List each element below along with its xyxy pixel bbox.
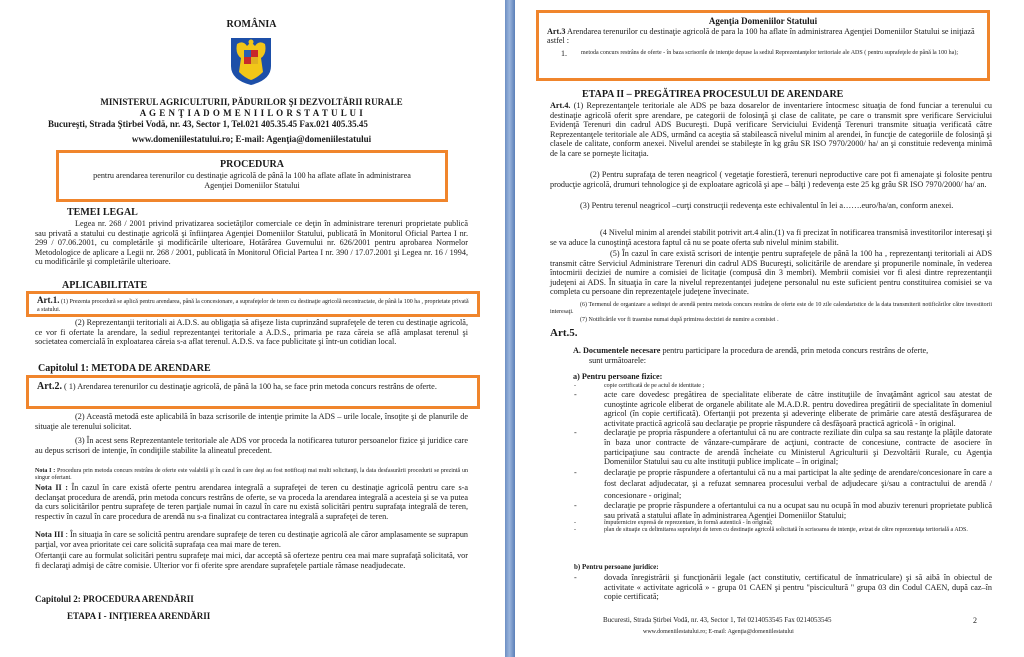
procedure-title: PROCEDURA [220, 159, 284, 170]
art2-highlight-box [26, 375, 480, 409]
art1-text: (1) Prezenta procedură se aplică pentru arendarea, până la concesionare, a suprafeţelor de teren cu destinaţie agricolă necontractate, de până la 100 ha , proprietate privată a statului. [37, 299, 469, 313]
nota-1-text: Procedura prin metoda concurs restrâns de oferte este valabilă şi în cazul în care deşi au fost notificaţi mai multi solicitanţi, la data desfasurării procedurii se prezintă un singur ofertant. [35, 468, 468, 481]
list-item: - copie certificată de pe actul de identitate ; [566, 383, 992, 390]
art5-section-a [573, 346, 993, 365]
list-item: - plan de situaţie cu delimitarea suprafeţei de teren cu destinaţie agricolă solicitată în scrisoarea de intenţie, avizat de către reprezentaţa teritorială a ADS. [566, 527, 992, 534]
agency-name: A G E N Ţ I A D O M E N I I L O R S T A T U L U I [139, 108, 364, 118]
persoane-fizice-heading: a) Pentru persoane fizice: [573, 372, 663, 381]
list-item: - împuternicire expresă de reprezentare, în formă autentică - în original; [566, 520, 992, 527]
art3-label: Art.3 [547, 26, 566, 36]
nota-2-label: Nota II : [35, 483, 68, 492]
list-item: - acte care dovedesc pregătirea de specialitate eliberate de către instituţiile de învaţământ agricol sau atestat de cunoştinte agricole eliberat de organele abilitate ale M.A.D.R. pentru dovedirea pregătirii de specialitate în domeniul agricol (în copie certificată). Ofertanţii pot prezenta şi adeverinţe eliberate de primărie care atestă desfăşurarea de activitate practică agricolă sau declaraţie pe proprie răspundere că desfăşoară practică agricolă - în original. [566, 390, 992, 428]
nota-2-text: În cazul în care există oferte pentru arendarea integrală a suprafeţei de teren cu destinaţie agricolă pentru care s-a declanşat procedura de arendă, prin metoda concurs restrâns de oferte, se va proceda la arendarea integrală a acesteia şi se va putea da curs solicitărilor pentru suprafeţe de teren parţiale numai în cazul în care nu există solicitări pentru suprafaţa integrală de teren, respectiv în cazul în care procedura de arendă nu s-a finalizat cu contractarea integrală a suprafeţei de teren. [35, 483, 468, 521]
art5-label: Art.5. [550, 327, 578, 339]
country-heading: ROMÂNIA [226, 19, 277, 30]
art5-a-label: A. Documentele necesare [573, 346, 661, 355]
art5-a-text: pentru participare la procedura de arendă, prin metoda concurs restrâns de oferte, [662, 346, 929, 355]
art2-label: Art.2. [37, 381, 62, 392]
nota-3-text: : În situaţia în care se solicită pentru arendare suprafeţe de teren cu destinaţie agricolă ale căror amplasamente se suprapun parţial, vor avea prioritate cei care solicită suprafaţa cea mai mare de teren. [35, 530, 469, 549]
art4-paragraph-3: (3) Pentru terenul neagricol –curţi construcţii redevenţa este echivalentul în lei a…….euro/ha/an, conform anexei. [580, 201, 954, 210]
art4-paragraph-2: (2) Pentru suprafaţa de teren neagricol ( vegetaţie forestieră, terenuri neproductive care pot fi amenajate şi folosite pentru producţie agricolă, drumuri tehnologice şi de exploatare agricolă şi ape – bălţi ) redevenţa este 25 kg grâu SR ISO 7970/2000/ ha/ an. [550, 170, 992, 189]
art2-text: ( 1) Arendarea terenurilor cu destinaţie agricolă, de până la 100 ha, se face prin metoda concurs restrâns de oferte. [64, 382, 437, 391]
art3-item-number: 1. [561, 48, 567, 58]
document-page-1 [0, 0, 503, 657]
list-item: - declaraţie pe proprie răspundere a ofertantului ca nu a ocupat sau nu ocupă în mod abuziv terenuri proprietate publică sau privată a statului aflate în administrarea Agenţiei Domeniilor Statului; [566, 501, 992, 520]
nota-3-paragraph-2: Ofertanţii care au formulat solicitări pentru suprafeţe mai mici, dar acceptă să oferteze pentru cea mai mare suprafaţă solicitată, vor fi declaraţi admişi de către comisie. Ulterior vor fi oferite spre arendare suprafeţele partiale rămase neadjudecate. [35, 551, 468, 570]
art4-label: Art.4. [550, 101, 571, 110]
procedure-title-box [56, 150, 448, 202]
nota-3-label: Nota III [35, 530, 64, 539]
procedure-subtitle-line2: Agenţiei Domeniilor Statului [204, 180, 300, 190]
etapa1-heading: ETAPA I - INIŢIEREA ARENDĂRII [67, 611, 211, 621]
persoane-juridice-list [566, 573, 992, 602]
procedure-subtitle-line1: pentru arendarea terenurilor cu destinaţie agricolă de până la 100 ha aflate aflate în administrarea [93, 171, 411, 180]
footer-address: Bucuresti, Strada Ştirbei Vodă, nr. 43, Sector 1, Tel 0214053545 Fax 0214053545 [603, 616, 832, 624]
temei-legal-text: Legea nr. 268 / 2001 privind privatizarea societăţilor comerciale ce deţin în administrare terenuri proprietate publică sau privată a statului cu destinaţie agricolă şi înfiinţarea Agenţiei Domeniilor Statului, publicată în Monitorul Oficial Partea I nr. 299 / 07.06.2001, cu completările şi modificările ulterioare, Hotărârea Guvernului nr. 626/2001 pentru aprobarea Normelor Metodologice de aplicare a Legii nr. 268 / 2001, publicată în Monitorul Oficial Partea I nr. 390 / 17.07.2001 şi Legea nr. 16 / 1994, cu modificările şi completările ulterioare. [35, 219, 468, 267]
aplicabilitate-heading: APLICABILITATE [62, 280, 148, 291]
art5-a-text-2: sunt următoarele: [589, 355, 647, 365]
page-separator [505, 0, 515, 657]
art1-paragraph-2: (2) Reprezentanţii teritoriali ai A.D.S. au obligaţia să afişeze lista cuprinzând suprafeţele de teren cu destinaţie agricolă, ce vor fi ofertate la arendare, la sediul reprezentanţei teritoriale a A.D.S., primaria pe raza căreia se află amplasat terenul şi societatea comercială în exploatarea căreia s-a aflat terenul. A.D.S. va face publicitate şi într-un cotidian local. [35, 318, 468, 347]
art3-text: Arendarea terenurilor cu destinaţie agricolă de para la 100 ha aflate în administrarea Agenţiei Domeniilor Statului se iniţiază astfel : [547, 26, 975, 46]
nota-1-label: Nota I : [35, 468, 56, 474]
art4-paragraph-6: (6) Termenul de organizare a sedinţei de arendă pentru metoda concurs restrâns de oferte este de 10 zile calendaristice de la data transmiterii notificărilor către investitorii interesaţi. [550, 302, 992, 315]
ministry-name: MINISTERUL AGRICULTURII, PĂDURILOR ŞI DEZVOLTĂRII RURALE [100, 97, 403, 107]
romania-coat-of-arms-icon [229, 36, 273, 86]
art1-highlight-box [26, 291, 480, 317]
art2-paragraph-2: (2) Această metodă este aplicabilă în baza scrisorile de intenţie primite la ADS – urile locale, însoţite şi de planurile de situaţie ale terenului solicitat. [35, 412, 468, 431]
etapa2-heading: ETAPA II – PREGĂTIREA PROCESULUI DE ARENDARE [582, 89, 844, 100]
temei-legal-heading: TEMEI LEGAL [67, 207, 138, 218]
capitol1-heading: Capitolul 1: METODA DE ARENDARE [38, 363, 211, 374]
list-item: - declaraţie pe propria răspundere a ofertantului că nu are contracte reziliate din culpa sa sau restanţe la plăţile datorate în baza unor contracte de vânzare-cumpărare de acţiuni, contracte de concesiune, contracte de asociere în participaţiune sau contracte de arendă încheiate cu Ministerul Agriculturii şi Dezvoltării Rurale, cu Agenţia Domeniilor Statului sau cu alte instituţii publice implicate – în original; [566, 428, 992, 466]
art4-paragraph-5: (5) În cazul în care există scrisori de intenţie pentru suprafeţele de până la 100 ha , reprezentanţi teritoriali ai ADS transmit către Serviciul Administrare Terenuri din cadrul ADS Bucureşti, solicitările de arendare şi propunerile nominale, în vederea întocmirii deciziei de numire a comisiei de licitaţie (compusă din 3 membri). Membrii comisiei vor fi alesi dintre reprezentanţii judeţeni ai ADS. În situaţia în care la nivelul reprezentanţei judeţene personalul nu este suficient pentru constituirea comisiei se va completa cu persoane din reprezentaţele judeţene învecinate. [550, 249, 992, 297]
art1-label: Art.1. [37, 295, 60, 305]
art2-paragraph-3: (3) În acest sens Reprezentantele teritoriale ale ADS vor proceda la notificarea tuturor persoanelor fizice şi juridice care au depus scrisori de intenţie, în condiţiile stabilite la alineatul precedent. [35, 436, 468, 455]
persoane-fizice-list [566, 383, 992, 534]
agency-address: Bucureşti, Strada Ştirbei Vodă, nr. 43, Sector 1, Tel.021 405.35.45 Fax.021 405.35.45 [48, 119, 368, 129]
persoane-juridice-heading: b) Pentru persoane juridice: [574, 563, 659, 571]
art3-item-text: metoda concurs restrâns de oferte - în baza scrisorile de intenţie depuse la sediul Reprezentanţelor teritoriale ale ADS ( pentru suprafeţele de până la 100 ha); [581, 49, 959, 56]
art3-box-title: Agenţia Domeniilor Statului [708, 16, 818, 26]
list-item: - dovada înregistrării şi funcţionării legale (act constitutiv, certificatul de înmatriculare) şi să aibă în obiectul de activitate « activitate agricolă » - grupa 01 CAEN şi pentru "piscicultură " grupa 03 din Codul CAEN, după caz–în copie certificată; [566, 573, 992, 602]
art4-paragraph-1 [550, 101, 992, 159]
footer-web-email: www.domeniilestatului.ro; E-mail: Agenţia@domeniilestatului [643, 629, 794, 635]
list-item: - declaraţie pe proprie răspundere a ofertantului că nu a mai participat la alte şedinţe de arendare/concesionare în care a fost declarat adjudecatar, şi a refuzat semnarea procesului verbal de adjudecare şi/sau a contractului de arendă / concesionare - original; [566, 467, 992, 502]
nota-3 [35, 530, 468, 549]
art4-paragraph-4: (4 Nivelul minim al arendei stabilit potrivit art.4 alin.(1) va fi precizat în notificarea transmisă investitorilor interesaţi şi se va aduce la cunoştinţă acestora faptul că nu se poate oferta sub nivelul minim stabilit. [550, 228, 992, 247]
document-page-2 [518, 0, 1024, 657]
agency-web-email: www.domeniilestatului.ro; E-mail: Agenţia@domeniilestatului [131, 134, 372, 144]
page-number: 2 [973, 616, 977, 625]
nota-1 [35, 468, 468, 482]
art4-paragraph-7: (7) Notificările vor fi trasmise numai după primirea deciziei de numire a comisiei . [580, 317, 779, 323]
art4-p1-text: (1) Reprezentanţele teritoriale ale ADS pe baza dosarelor de inventariere întocmesc situaţia de fond funciar a terenului cu destinaţie agricolă oferit spre arendare, pe categorii de folosinţă şi clase de calitate, pe care o transmit spre verificare Serviciului Evidenţă Terenuri din cadrul ADS Bucureşti. După verificare Serviciului Evidenţă Terenuri transmite situaţia verificată către Reprezentanţele teritoriale ale ADS, urmând ca aceştia să stabilească nivelul minim al arendei, în funcţie de categoriile de folosinţă şi clasele de calitate, conform anexei. Nivelul arendei se stabileşte în kg grâu SR ISO 7970/2000/ ha/ an şi constituie redevenţa minimă de la care se porneşte licitaţia. [550, 101, 992, 158]
capitol2-heading: Capitolul 2: PROCEDURA ARENDĂRII [35, 594, 194, 604]
nota-2 [35, 483, 468, 521]
art3-highlight-box [536, 10, 990, 81]
